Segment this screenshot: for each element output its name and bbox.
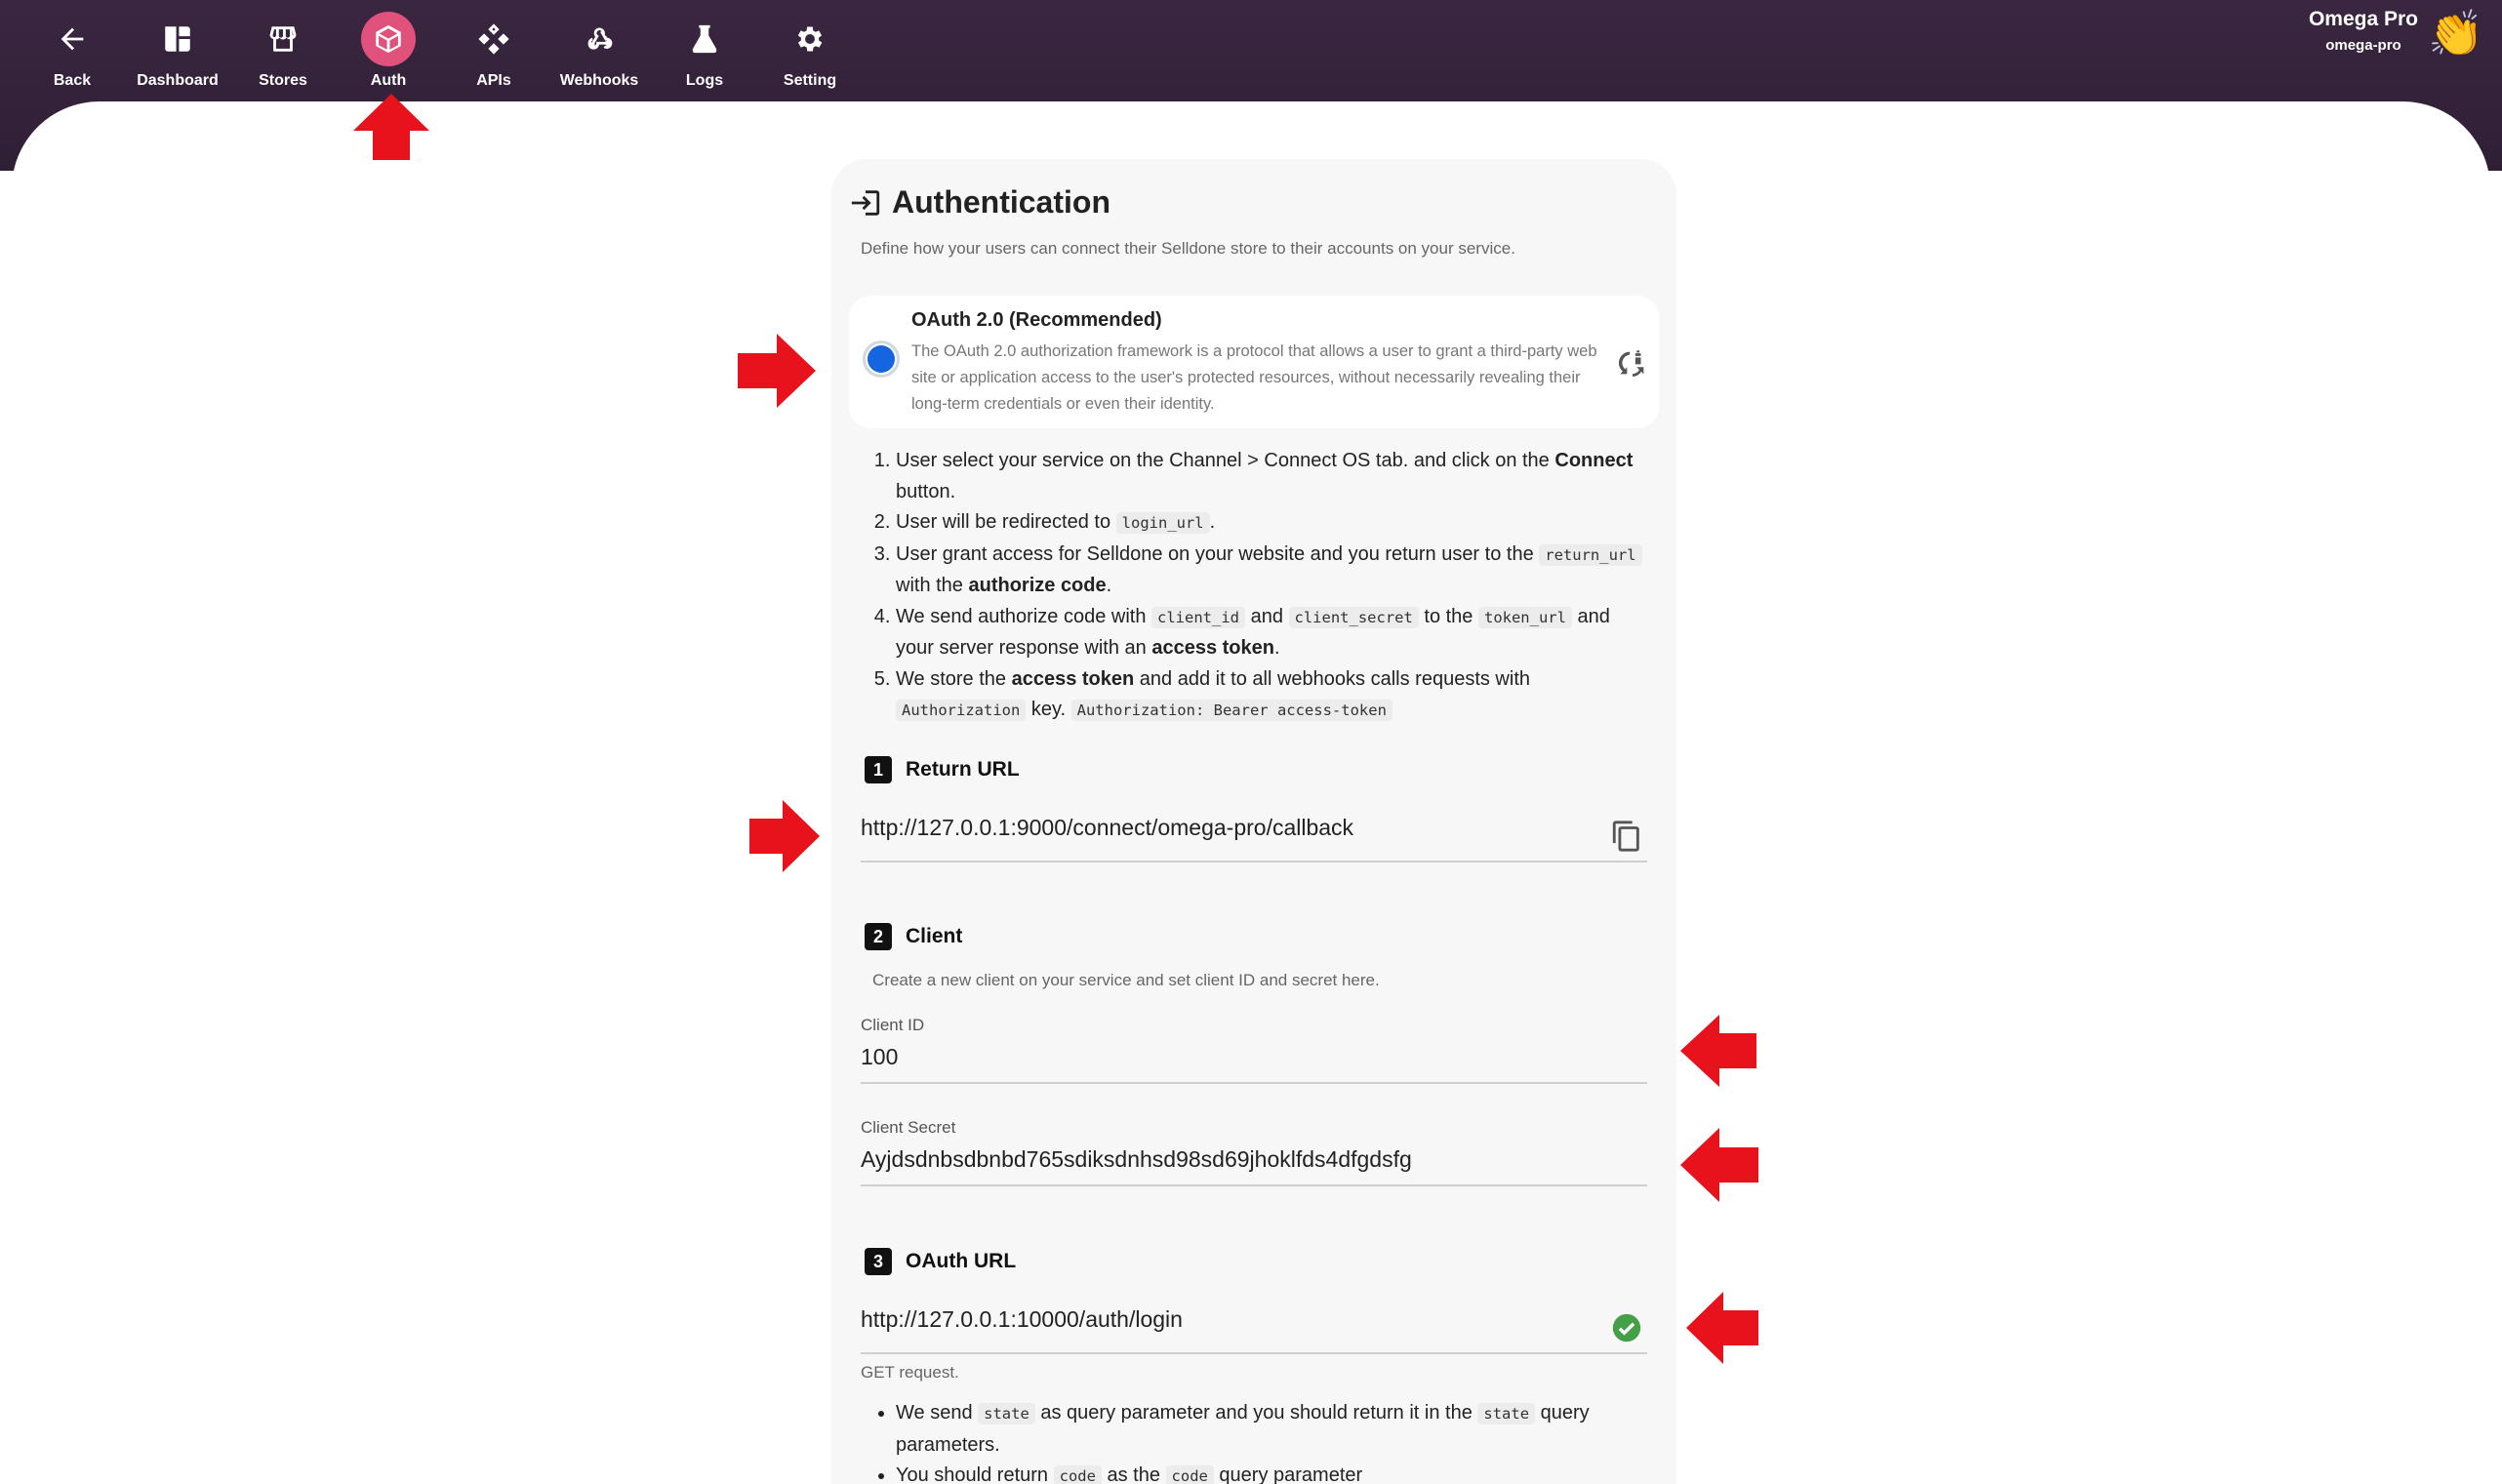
oauth-option[interactable] (849, 296, 1659, 428)
radio-selected-dot (868, 345, 895, 373)
nav-setting[interactable] (757, 0, 863, 101)
nav-label: Auth (370, 72, 407, 89)
list-item: • You should return code as the code query parameter (896, 1461, 1647, 1484)
list-item: 3. User grant access for Selldone on your website and you return user to the return_url with the authorize code. (896, 540, 1647, 602)
client-id-field[interactable] (861, 1016, 1647, 1084)
client-secret-value[interactable]: Ayjdsdnbsdbnbd765sdiksdnhsd98sd69jhoklfds4dfgdsfg (861, 1146, 1412, 1172)
user-name: Omega Pro (2308, 8, 2418, 30)
arrow-left-icon (1686, 1292, 1758, 1364)
oauth-steps-list (896, 446, 1647, 727)
user-info (2309, 6, 2418, 54)
section-title: Client (906, 925, 963, 947)
nav-logs[interactable] (652, 0, 757, 101)
webhook-icon (572, 12, 626, 66)
nav-stores[interactable] (230, 0, 336, 101)
nav-auth[interactable] (336, 0, 441, 101)
list-item: 5. We store the access token and add it to all webhooks calls requests with Authorization key. Authorization: Bearer access-token (896, 664, 1647, 727)
store-icon (256, 12, 310, 66)
nav-label: Back (53, 72, 92, 89)
oauth-url-field[interactable] (861, 1302, 1647, 1354)
list-item: 2. User will be redirected to login_url . (896, 507, 1647, 540)
avatar[interactable]: 👏 (2428, 8, 2484, 59)
list-item: • We send state as query parameter and you should return it in the state query parameters. (896, 1398, 1647, 1461)
auth-cube-icon (361, 12, 416, 66)
oauth-url-hint: GET request. (861, 1363, 959, 1382)
section-title: OAuth URL (906, 1250, 1017, 1272)
return-url-value[interactable]: http://127.0.0.1:9000/connect/omega-pro/callback (861, 815, 1354, 840)
list-item: 1. User select your service on the Channel > Connect OS tab. and click on the Connect button. (896, 446, 1647, 507)
authentication-card (831, 159, 1676, 1484)
gear-icon (783, 12, 837, 66)
oauth-option-description: The OAuth 2.0 authorization framework is a protocol that allows a user to grant a third-party web site or application access to the user's protected resources, without necessarily revealing their long-term credentials or even their identity. (911, 342, 1597, 413)
step-number-badge: 1 (865, 756, 892, 783)
arrow-right-icon (749, 800, 820, 872)
nav-webhooks[interactable] (546, 0, 652, 101)
return-url-heading (865, 756, 1020, 783)
section-title: Return URL (906, 758, 1020, 781)
page-title: Authentication (892, 184, 1110, 220)
client-secret-label: Client Secret (861, 1118, 956, 1137)
client-heading (865, 923, 962, 950)
oauth-option-title: OAuth 2.0 (Recommended) (911, 309, 1162, 331)
nav-label: Logs (685, 72, 724, 89)
back-arrow-icon (45, 12, 100, 66)
dashboard-icon (150, 12, 205, 66)
arrow-left-icon (1680, 1128, 1758, 1202)
client-id-value[interactable]: 100 (861, 1044, 899, 1069)
login-icon (849, 186, 882, 220)
card-header (849, 184, 1110, 221)
nav-label: Dashboard (137, 72, 219, 89)
sync-lock-icon (1616, 346, 1649, 380)
user-handle: omega-pro (2325, 37, 2401, 54)
check-circle-icon (1610, 1311, 1643, 1344)
oauth-url-heading (865, 1248, 1016, 1275)
nav-dashboard[interactable] (125, 0, 230, 101)
nav-back[interactable] (20, 0, 125, 101)
user-menu[interactable] (2309, 6, 2482, 60)
oauth-url-notes (896, 1398, 1647, 1484)
client-id-label: Client ID (861, 1016, 925, 1034)
oauth-radio[interactable] (863, 341, 900, 378)
main-nav (20, 0, 863, 101)
card-description: Define how your users can connect their Selldone store to their accounts on your service. (861, 239, 1515, 258)
step-number-badge: 2 (865, 923, 892, 950)
oauth-url-value[interactable]: http://127.0.0.1:10000/auth/login (861, 1306, 1183, 1332)
arrow-left-icon (1680, 1015, 1756, 1087)
nav-apis[interactable] (441, 0, 546, 101)
nav-label: APIs (476, 72, 511, 89)
nav-label: Stores (259, 72, 307, 89)
list-item: 4. We send authorize code with client_id and client_secret to the token_url and your server response with an access token. (896, 602, 1647, 664)
step-number-badge: 3 (865, 1248, 892, 1275)
nav-label: Setting (783, 72, 837, 89)
flask-icon (677, 12, 732, 66)
nav-label: Webhooks (559, 72, 639, 89)
client-hint: Create a new client on your service and set client ID and secret here. (872, 971, 1380, 989)
arrow-up-icon (353, 94, 429, 160)
api-icon (466, 12, 521, 66)
arrow-right-icon (738, 334, 816, 408)
copy-icon[interactable] (1610, 820, 1643, 853)
client-secret-field[interactable] (861, 1118, 1647, 1186)
return-url-field[interactable] (861, 810, 1647, 862)
